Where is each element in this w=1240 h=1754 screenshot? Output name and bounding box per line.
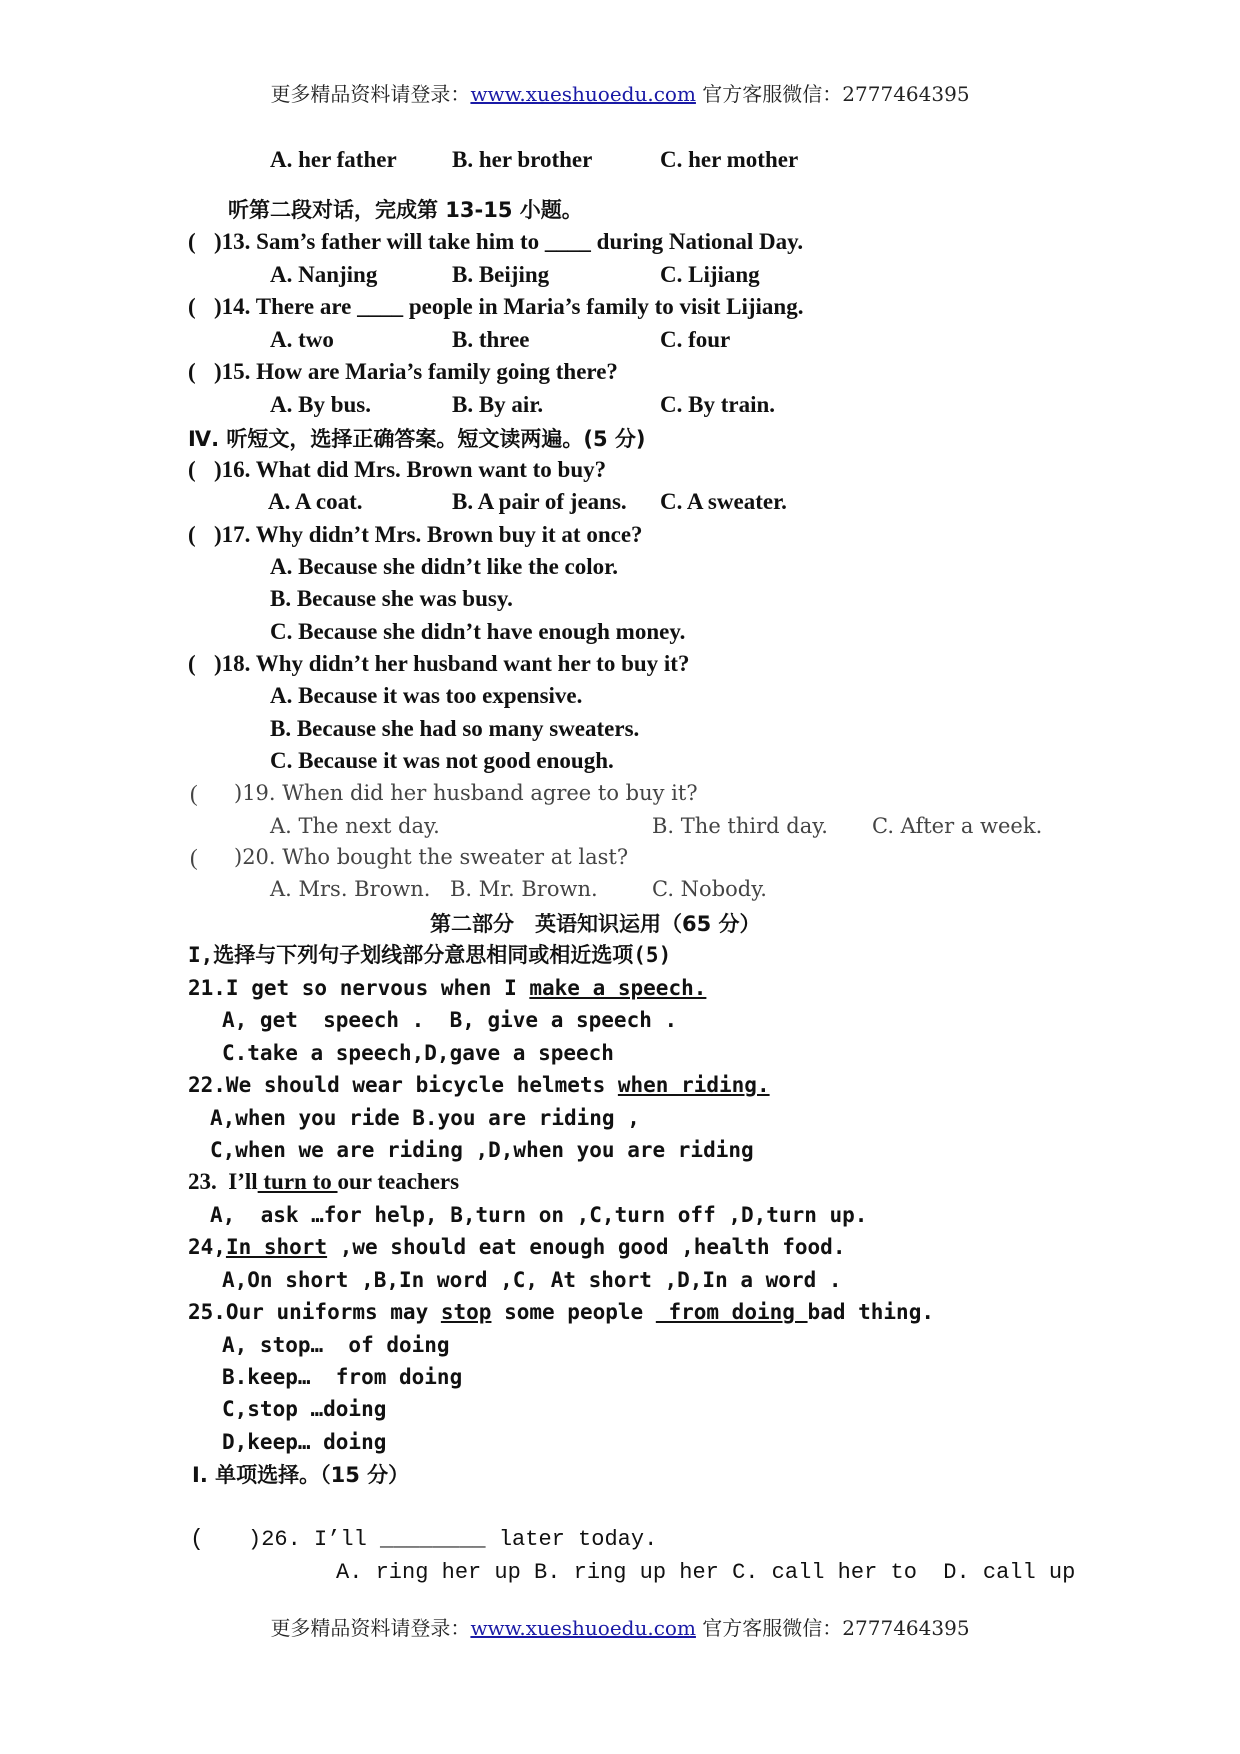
q25-stem (188, 1297, 934, 1327)
dialog2-instruction: 听第二段对话，完成第 13-15 小题。 (228, 198, 583, 222)
q17-option-b: B. Because she was busy. (270, 586, 513, 611)
q18-stem: )18. Why didn’t her husband want her to buy it? (214, 651, 690, 676)
section-i-heading: I,选择与下列句子划线部分意思相同或相近选项(5) (188, 943, 672, 967)
header-suffix: 官方客服微信：2777464395 (695, 82, 970, 106)
q12-option-b: B. her brother (452, 147, 593, 172)
q19-stem: )19. When did her husband agree to buy it? (234, 781, 698, 805)
q17-option-c: C. Because she didn’t have enough money. (270, 619, 686, 644)
q23-stem (188, 1167, 459, 1197)
q20-option-a: A. Mrs. Brown. (270, 877, 431, 901)
q12-option-a: A. her father (270, 147, 397, 172)
q25-option-b: B.keep… from doing (222, 1365, 463, 1389)
single-choice-heading: Ⅰ. 单项选择。（15 分） (192, 1463, 410, 1487)
page-footer (0, 1612, 1240, 1641)
q15-option-c: C. By train. (660, 392, 775, 417)
q22-options-line-1: A,when you ride B.you are riding , (210, 1106, 640, 1130)
q13-option-b: B. Beijing (452, 262, 550, 287)
q13-option-c: C. Lijiang (660, 262, 760, 287)
q25-option-d: D,keep… doing (222, 1430, 387, 1454)
q16-option-c: C. A sweater. (660, 489, 787, 514)
q13-stem: )13. Sam’s father will take him to ____ during National Day. (214, 229, 804, 254)
q25-text: 25.Our uniforms may (188, 1300, 441, 1324)
part-2-heading: 第二部分 英语知识运用（65 分） (430, 912, 761, 936)
paren: ( (190, 1526, 204, 1552)
q14-option-c: C. four (660, 327, 731, 352)
q13-option-a: A. Nanjing (270, 262, 378, 287)
q24-underlined: In short (225, 1235, 328, 1259)
q19-option-c: C. After a week. (872, 814, 1043, 838)
q26-options: A. ring her up B. ring up her C. call her to D. call up (336, 1560, 1076, 1585)
q22-underlined: when riding. (617, 1073, 770, 1097)
q16-option-a: A. A coat. (268, 489, 363, 514)
q22-text: 22.We should wear bicycle helmets (188, 1073, 618, 1097)
paren: ( (188, 359, 196, 384)
q16-option-b: B. A pair of jeans. (452, 489, 627, 514)
q14-stem: )14. There are ____ people in Maria’s family to visit Lijiang. (214, 294, 804, 319)
section-4-heading: Ⅳ. 听短文，选择正确答案。短文读两遍。(5 分) (188, 427, 646, 451)
q17-stem: )17. Why didn’t Mrs. Brown buy it at once? (214, 522, 643, 547)
footer-link[interactable]: www.xueshuoedu.com (470, 1616, 696, 1640)
q14-option-a: A. two (270, 327, 334, 352)
q19-option-b: B. The third day. (652, 814, 828, 838)
q25-option-c: C,stop …doing (222, 1397, 387, 1421)
q20-option-b: B. Mr. Brown. (450, 877, 598, 901)
q25-text-mid: some people (491, 1300, 656, 1324)
header-prefix: 更多精品资料请登录： (270, 82, 471, 106)
q25-underlined-1: stop (440, 1300, 492, 1324)
q23-text-end: our teachers (337, 1169, 460, 1194)
header-link[interactable]: www.xueshuoedu.com (470, 82, 696, 106)
q12-option-c: C. her mother (660, 147, 799, 172)
q23-text: 23. I’ll (188, 1169, 258, 1194)
paren: ( (190, 845, 198, 870)
q18-option-c: C. Because it was not good enough. (270, 748, 614, 773)
q24-options: A,On short ,B,In word ,C, At short ,D,In a word . (222, 1268, 842, 1292)
q17-option-a: A. Because she didn’t like the color. (270, 554, 618, 579)
q15-option-b: B. By air. (452, 392, 544, 417)
q24-text-end: ,we should eat enough good ,health food. (327, 1235, 846, 1259)
q21-underlined: make a speech. (529, 976, 707, 1000)
q22-options-line-2: C,when we are riding ,D,when you are riding (210, 1138, 754, 1162)
paren: ( (188, 229, 196, 254)
q16-stem: )16. What did Mrs. Brown want to buy? (214, 457, 607, 482)
q25-option-a: A, stop… of doing (222, 1333, 450, 1357)
q24-text: 24, (188, 1235, 226, 1259)
paren: ( (188, 457, 196, 482)
footer-prefix: 更多精品资料请登录： (270, 1616, 471, 1640)
paren: ( (190, 781, 198, 806)
paren: ( (188, 522, 196, 547)
q20-stem: )20. Who bought the sweater at last? (234, 845, 629, 869)
q25-text-end: bad thing. (807, 1300, 934, 1324)
q24-stem (188, 1232, 845, 1262)
q21-text: 21.I get so nervous when I (188, 976, 530, 1000)
q23-options: A, ask …for help, B,turn on ,C,turn off ,D,turn up. (210, 1203, 868, 1227)
footer-suffix: 官方客服微信：2777464395 (695, 1616, 970, 1640)
q21-options-line-2: C.take a speech,D,gave a speech (222, 1041, 614, 1065)
q20-option-c: C. Nobody. (652, 877, 767, 901)
q21-options-line-1: A, get speech . B, give a speech . (222, 1008, 678, 1032)
q15-stem: )15. How are Maria’s family going there? (214, 359, 618, 384)
paren: ( (188, 294, 196, 319)
page-header (0, 78, 1240, 107)
q18-option-b: B. Because she had so many sweaters. (270, 716, 640, 741)
q26-stem: )26. I’ll ________ later today. (248, 1527, 658, 1552)
q21-stem (188, 973, 706, 1003)
q23-underlined: turn to (257, 1169, 338, 1194)
q14-option-b: B. three (452, 327, 530, 352)
q15-option-a: A. By bus. (270, 392, 371, 417)
q25-underlined-2: from doing (655, 1300, 808, 1324)
q19-option-a: A. The next day. (270, 814, 440, 838)
q18-option-a: A. Because it was too expensive. (270, 683, 583, 708)
paren: ( (188, 651, 196, 676)
q22-stem (188, 1070, 770, 1100)
